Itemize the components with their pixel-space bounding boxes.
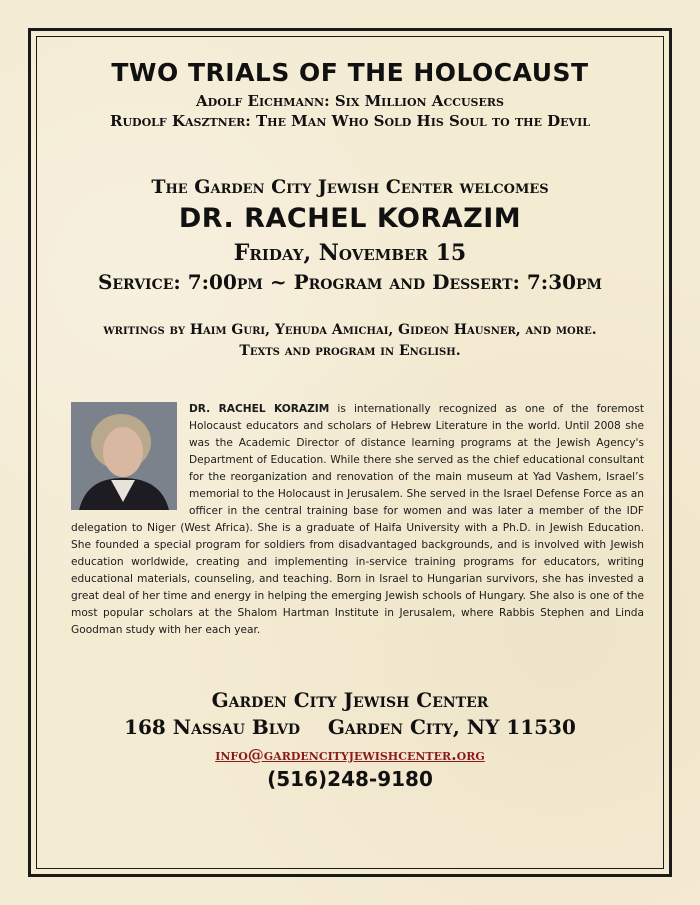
subtitle-kasztner: Rudolf Kasztner: The Man Who Sold His Soul to the Devil <box>110 112 590 130</box>
bio-name: DR. RACHEL KORAZIM <box>189 403 330 415</box>
footer-org: Garden City Jewish Center <box>211 688 489 712</box>
event-date: Friday, November 15 <box>233 240 467 266</box>
bio-text: is internationally recognized as one of the foremost Holocaust educators and scholars of Hebrew Literature in the world. Until 2008 she was the Academic Director of distance learning programs at the Jewish Agency's Department of Education. While there she served as the chief educational consultant for the reorganization and renovation of the main museum at Yad Vashem, Israel’s memorial to the Holocaust in Jerusalem. She served in the Israel Defense Force as an officer in the central training base for women and was later a member of the IDF delegation to Niger (West Africa). She is a graduate of Haifa University with a Ph.D. in Jewish Education. She founded a special program for soldiers from disadvantaged backgrounds, and is involved with Jewish education worldwide, creating and implementing in-service training programs for educators, writing educational materials, counseling, and teaching. Born in Israel to Hungarian survivors, she has invested a great deal of her time and energy in helping the emerging Jewish schools of Hungary. She also is one of the most popular scholars at the Shalom Hartman Institute in Jerusalem, where Rabbis Stephen and Linda Goodman study with her each year. <box>71 403 645 636</box>
flyer-title: TWO TRIALS OF THE HOLOCAUST <box>111 58 589 87</box>
event-times: Service: 7:00pm ~ Program and Dessert: 7:30pm <box>97 270 603 294</box>
subtitle-eichmann: Adolf Eichmann: Six Million Accusers <box>196 92 504 110</box>
language-line: Texts and program in English. <box>239 343 461 359</box>
writings-line: writings by Haim Guri, Yehuda Amichai, Gideon Hausner, and more. <box>103 322 597 338</box>
photo-spacer <box>71 401 189 519</box>
phone-number: (516)248-9180 <box>267 767 433 791</box>
welcome-line: The Garden City Jewish Center welcomes <box>151 176 549 198</box>
speaker-bio <box>71 401 644 639</box>
email-link[interactable]: info@gardencityjewishcenter.org <box>215 745 485 764</box>
speaker-name: DR. RACHEL KORAZIM <box>178 203 522 234</box>
footer-address: 168 Nassau Blvd Garden City, NY 11530 <box>124 715 576 739</box>
